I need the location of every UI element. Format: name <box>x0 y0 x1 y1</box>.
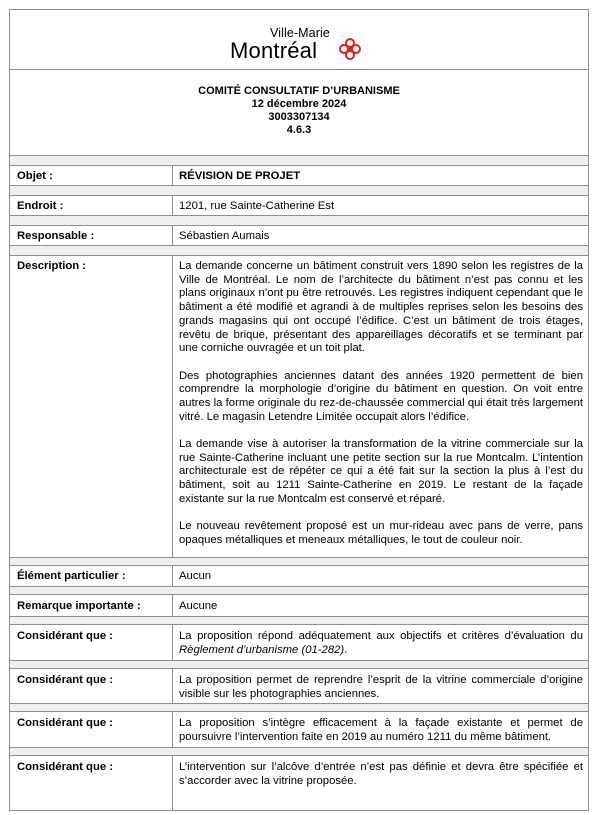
divider <box>9 624 589 625</box>
divider <box>9 155 589 156</box>
divider <box>9 594 589 595</box>
divider <box>9 586 589 587</box>
considerant-label: Considérant que : <box>17 761 114 773</box>
description-paragraph: Des photographies anciennes datant des années 1920 permettent de bien comprendre la morphologie d’origine du bâtiment en question. On voit entre autres la forme originale du rez-de-chaussée commercial qui était très largement vitré. Le magasin Letendre Limitée occupait alors l’édifice. <box>179 369 583 423</box>
logo-subtitle: Ville-Marie <box>270 26 330 40</box>
bylaw-reference: Règlement d’urbanisme (01-282) <box>179 643 345 656</box>
agenda-item-number: 4.6.3 <box>286 124 312 136</box>
rose-emblem-icon <box>338 37 362 61</box>
considerant-value: La proposition permet de reprendre l’esprit de la vitrine commerciale d’origine visible sur les photographies anciennes. <box>179 674 583 700</box>
considerant-text-end: . <box>344 643 348 656</box>
divider <box>9 215 589 216</box>
divider <box>9 69 589 70</box>
montreal-logo <box>228 26 388 66</box>
column-divider <box>172 711 173 747</box>
file-number: 3003307134 <box>268 111 330 123</box>
column-divider <box>172 195 173 215</box>
committee-title: COMITÉ CONSULTATIF D’URBANISME <box>198 85 400 97</box>
divider <box>9 255 589 256</box>
considerant-label: Considérant que : <box>17 630 114 642</box>
responsable-label: Responsable : <box>17 230 95 242</box>
divider <box>9 557 589 558</box>
remarque-value: Aucune <box>179 600 218 612</box>
divider <box>9 755 589 756</box>
column-divider <box>172 565 173 586</box>
objet-label: Objet : <box>17 170 53 182</box>
endroit-value: 1201, rue Sainte-Catherine Est <box>179 200 335 212</box>
divider <box>9 195 589 196</box>
divider <box>9 225 589 226</box>
divider <box>9 185 589 186</box>
column-divider <box>172 225 173 245</box>
considerant-value: L’intervention sur l’alcôve d’entrée n’est pas définie et devra être spécifiée et s’accorder avec la vitrine proposée. <box>179 761 583 787</box>
element-particulier-value: Aucun <box>179 570 212 582</box>
divider <box>9 668 589 669</box>
objet-value: RÉVISION DE PROJET <box>179 170 301 182</box>
column-divider <box>172 594 173 616</box>
considerant-label: Considérant que : <box>17 717 114 729</box>
responsable-value: Sébastien Aumais <box>179 230 270 242</box>
divider <box>9 703 589 704</box>
endroit-label: Endroit : <box>17 200 64 212</box>
description-text <box>179 260 583 547</box>
description-paragraph: Le nouveau revêtement proposé est un mur-rideau avec pans de verre, pans opaques métalliques et meneaux métalliques, le tout de couleur noir. <box>179 520 583 546</box>
column-divider <box>172 255 173 557</box>
description-label: Description : <box>17 260 87 272</box>
description-paragraph: La demande vise à autoriser la transformation de la vitrine commerciale sur la rue Sainte-Catherine incluant une petite section sur la rue Montcalm. L’intention architecturale est de répéter ce qui a été fait sur la section la plus à l’est du bâtiment, soit au 1211 Sainte-Catherine en 2019. Le restant de la façade existante sur la rue Montcalm est conservé et réparé. <box>179 437 583 505</box>
remarque-label: Remarque importante : <box>17 600 141 612</box>
considerant-value <box>179 630 583 657</box>
considerant-text: La proposition répond adéquatement aux objectifs et critères d’évaluation du <box>179 630 583 642</box>
description-paragraph: La demande concerne un bâtiment construit vers 1890 selon les registres de la Ville de Montréal. Le nom de l’architecte du bâtiment n’est pas connu et les plans originaux n’ont pu être retrouvés. Les registres indiquent cependant que le bâtiment a été modifié et agrandi à de multiples reprises selon les besoins des grands magasins qui ont occupé l’édifice. C’est un bâtiment de trois étages, revêtu de brique, présentant des appareillages décoratifs et se terminant par une corniche ouvragée et un toit plat. <box>179 260 583 355</box>
column-divider <box>172 165 173 185</box>
divider <box>9 711 589 712</box>
column-divider <box>172 755 173 811</box>
divider <box>9 660 589 661</box>
divider <box>9 165 589 166</box>
divider <box>9 245 589 246</box>
considerant-label: Considérant que : <box>17 674 114 686</box>
column-divider <box>172 668 173 703</box>
element-particulier-label: Élément particulier : <box>17 570 126 582</box>
divider <box>9 565 589 566</box>
logo-name: Montréal <box>230 38 318 63</box>
divider <box>9 616 589 617</box>
considerant-value: La proposition s’intègre efficacement à la façade existante et permet de poursuivre l’intervention faite en 2019 au numéro 1211 du même bâtiment. <box>179 717 583 743</box>
column-divider <box>172 624 173 660</box>
meeting-date: 12 décembre 2024 <box>251 98 347 110</box>
divider <box>9 747 589 748</box>
